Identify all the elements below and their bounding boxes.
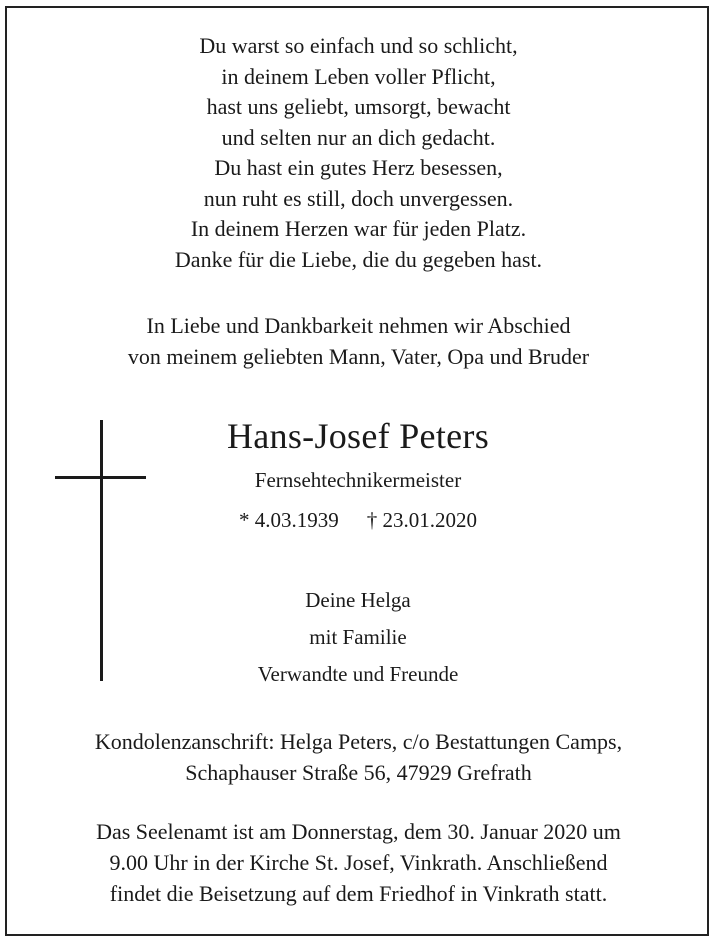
mourner-line: Verwandte und Freunde	[257, 662, 459, 686]
poem-line: Du warst so einfach und so schlicht,	[199, 33, 518, 58]
cross-horizontal-bar	[55, 476, 146, 479]
farewell-line: von meinem geliebten Mann, Vater, Opa und Bruder	[127, 344, 590, 369]
address-line: Kondolenzanschrift: Helga Peters, c/o Bestattungen Camps,	[94, 729, 623, 754]
deceased-occupation: Fernsehtechnikermeister	[254, 468, 462, 492]
cross-vertical-bar	[100, 420, 103, 681]
poem	[0, 31, 717, 275]
farewell-text	[0, 310, 717, 372]
condolence-address	[0, 726, 717, 788]
poem-line: Danke für die Liebe, die du gegeben hast.	[174, 246, 543, 272]
poem-line: nun ruht es still, doch unvergessen.	[203, 185, 514, 211]
mourner-line: Deine Helga	[305, 588, 411, 612]
deceased-name: Hans-Josef Peters	[226, 416, 490, 456]
poem-line: hast uns geliebt, umsorgt, bewacht	[206, 94, 511, 119]
poem-line: In deinem Herzen war für jeden Platz.	[190, 216, 527, 241]
poem-line: Du hast ein gutes Herz besessen,	[214, 155, 503, 180]
birth-date: * 4.03.1939	[239, 508, 339, 532]
service-line: 9.00 Uhr in der Kirche St. Josef, Vinkrath. Anschließend	[109, 850, 608, 875]
mourners	[200, 582, 516, 693]
poem-line: und selten nur an dich gedacht.	[221, 124, 496, 150]
service-line: Das Seelenamt ist am Donnerstag, dem 30. Januar 2020 um	[96, 819, 621, 844]
mourner-line: mit Familie	[309, 625, 407, 649]
funeral-service-info	[0, 816, 717, 909]
farewell-line: In Liebe und Dankbarkeit nehmen wir Abschied	[146, 313, 571, 338]
death-date: † 23.01.2020	[366, 508, 477, 532]
address-line: Schaphauser Straße 56, 47929 Grefrath	[185, 760, 532, 785]
poem-line: in deinem Leben voller Pflicht,	[221, 63, 496, 89]
life-dates	[200, 505, 516, 535]
service-line: findet die Beisetzung auf dem Friedhof in Vinkrath statt.	[109, 881, 608, 906]
